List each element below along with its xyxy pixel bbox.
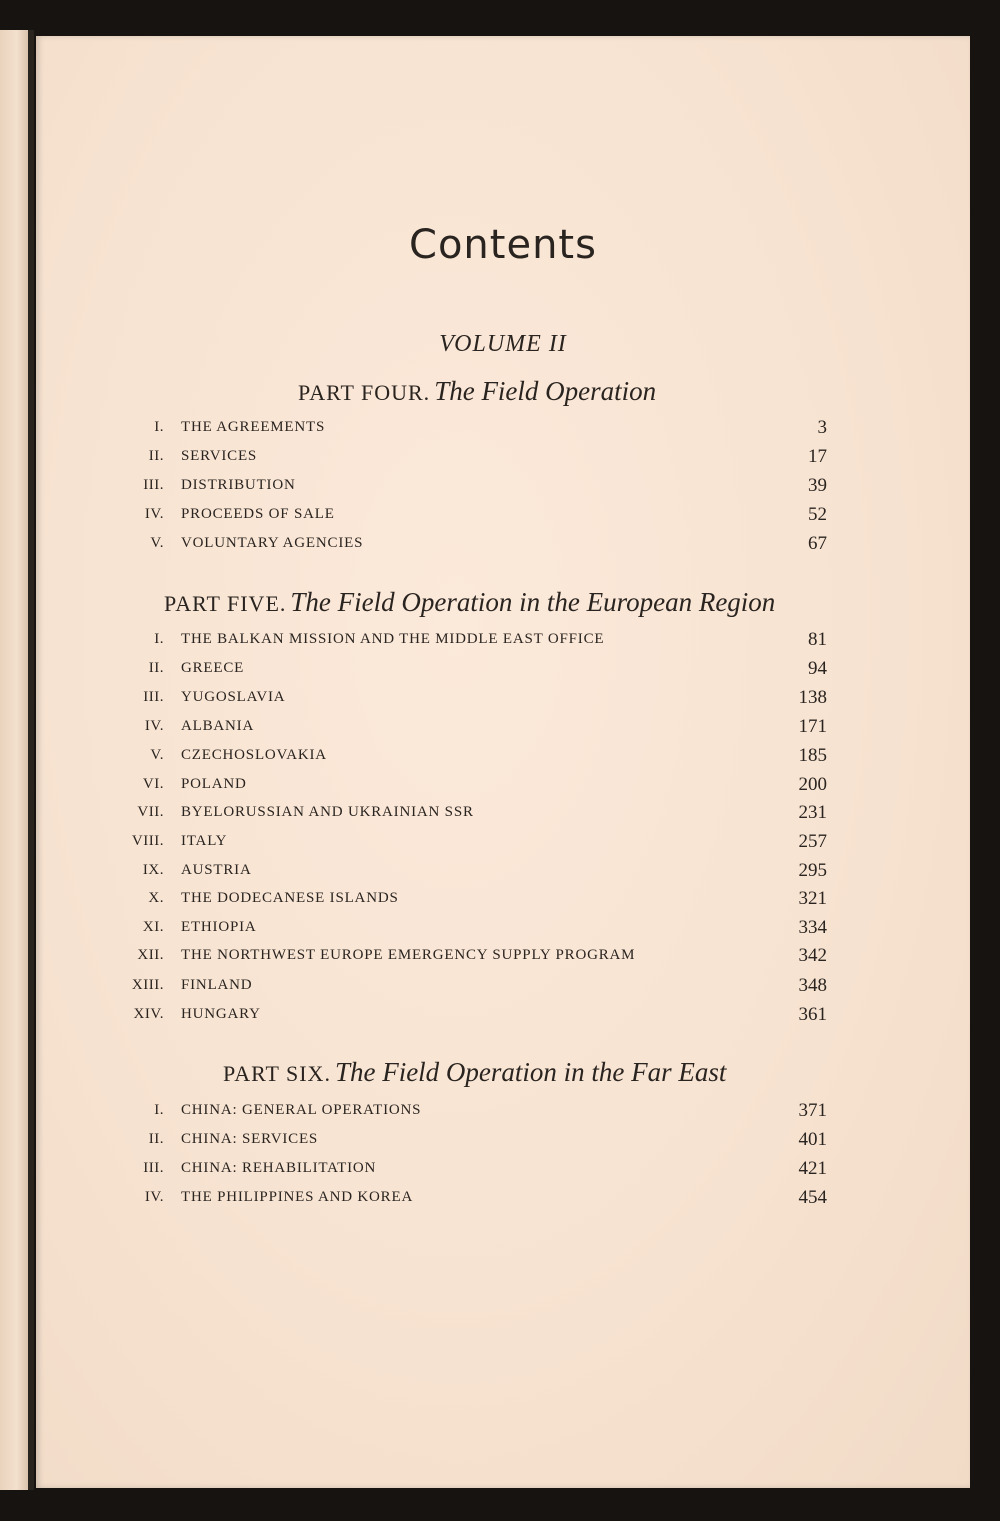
page-number: 138 [798, 687, 827, 708]
chapter-title: PROCEEDS OF SALE [181, 506, 335, 522]
chapter-number: III. [143, 1160, 164, 1176]
part-label: PART FOUR. [298, 380, 431, 405]
toc-entry[interactable] [36, 1006, 970, 1032]
page-number: 321 [798, 888, 827, 909]
toc-entry[interactable] [36, 718, 970, 744]
chapter-title: YUGOSLAVIA [181, 689, 286, 705]
chapter-number: III. [143, 477, 164, 493]
chapter-number: I. [154, 1102, 164, 1118]
chapter-title: CHINA: GENERAL OPERATIONS [181, 1102, 422, 1118]
part-four-heading [298, 376, 656, 407]
part-five-heading [164, 587, 775, 618]
contents-page [36, 36, 970, 1488]
toc-entry[interactable] [36, 947, 970, 973]
chapter-number: VII. [137, 804, 164, 820]
chapter-number: V. [150, 747, 164, 763]
chapter-title: THE BALKAN MISSION AND THE MIDDLE EAST OFFICE [181, 631, 605, 647]
part-six-heading [223, 1057, 726, 1088]
toc-entry[interactable] [36, 776, 970, 802]
chapter-number: IX. [142, 862, 164, 878]
chapter-title: ETHIOPIA [181, 919, 257, 935]
toc-entry[interactable] [36, 506, 970, 532]
page-number: 171 [798, 716, 827, 737]
chapter-number: X. [148, 890, 164, 906]
page-number: 67 [808, 533, 827, 554]
toc-entry[interactable] [36, 890, 970, 916]
page-number: 17 [808, 446, 827, 467]
chapter-number: XII. [137, 947, 164, 963]
page-number: 348 [798, 975, 827, 996]
chapter-title: CHINA: SERVICES [181, 1131, 319, 1147]
chapter-title: GREECE [181, 660, 245, 676]
chapter-number: VIII. [131, 833, 164, 849]
page-number: 81 [808, 629, 827, 650]
page-number: 94 [808, 658, 827, 679]
chapter-number: I. [154, 631, 164, 647]
toc-entry[interactable] [36, 833, 970, 859]
chapter-title: VOLUNTARY AGENCIES [181, 535, 364, 551]
page-number: 52 [808, 504, 827, 525]
toc-entry[interactable] [36, 631, 970, 657]
page-number: 361 [798, 1004, 827, 1025]
chapter-title: ITALY [181, 833, 228, 849]
page-number: 334 [798, 917, 827, 938]
toc-entry[interactable] [36, 689, 970, 715]
toc-entry[interactable] [36, 919, 970, 945]
toc-entry[interactable] [36, 535, 970, 561]
volume-heading: VOLUME II [439, 331, 567, 357]
toc-entry[interactable] [36, 1189, 970, 1215]
chapter-number: IV. [144, 1189, 164, 1205]
chapter-title: THE NORTHWEST EUROPE EMERGENCY SUPPLY PROGRAM [181, 947, 636, 963]
page-number: 257 [798, 831, 827, 852]
chapter-title: THE PHILIPPINES AND KOREA [181, 1189, 414, 1205]
toc-entry[interactable] [36, 977, 970, 1003]
page-number: 371 [798, 1100, 827, 1121]
page-number: 401 [798, 1129, 827, 1150]
page-number: 185 [798, 745, 827, 766]
chapter-number: XIV. [133, 1006, 164, 1022]
toc-entry[interactable] [36, 1160, 970, 1186]
toc-entry[interactable] [36, 660, 970, 686]
chapter-number: IV. [144, 718, 164, 734]
part-title: The Field Operation in the European Region [290, 587, 776, 617]
chapter-title: AUSTRIA [181, 862, 252, 878]
chapter-number: III. [143, 689, 164, 705]
page-number: 454 [798, 1187, 827, 1208]
toc-entry[interactable] [36, 862, 970, 888]
chapter-number: XI. [142, 919, 164, 935]
toc-entry[interactable] [36, 1102, 970, 1128]
chapter-title: BYELORUSSIAN AND UKRAINIAN SSR [181, 804, 474, 820]
chapter-number: II. [148, 1131, 164, 1147]
chapter-title: THE AGREEMENTS [181, 419, 326, 435]
page-title: Contents [409, 222, 597, 268]
chapter-number: II. [148, 660, 164, 676]
chapter-number: I. [154, 419, 164, 435]
toc-entry[interactable] [36, 419, 970, 445]
chapter-title: THE DODECANESE ISLANDS [181, 890, 399, 906]
page-number: 421 [798, 1158, 827, 1179]
chapter-title: SERVICES [181, 448, 258, 464]
page-number: 200 [798, 774, 827, 795]
chapter-title: CZECHOSLOVAKIA [181, 747, 327, 763]
chapter-number: V. [150, 535, 164, 551]
page-number: 39 [808, 475, 827, 496]
toc-entry[interactable] [36, 1131, 970, 1157]
chapter-title: FINLAND [181, 977, 253, 993]
chapter-title: HUNGARY [181, 1006, 261, 1022]
chapter-number: VI. [142, 776, 164, 792]
chapter-title: CHINA: REHABILITATION [181, 1160, 377, 1176]
part-title: The Field Operation [434, 376, 657, 406]
part-title: The Field Operation in the Far East [334, 1057, 727, 1087]
toc-entry[interactable] [36, 747, 970, 773]
chapter-number: II. [148, 448, 164, 464]
page-number: 231 [798, 802, 827, 823]
part-label: PART SIX. [223, 1061, 331, 1086]
toc-entry[interactable] [36, 804, 970, 830]
page-number: 3 [817, 417, 827, 438]
chapter-title: DISTRIBUTION [181, 477, 296, 493]
toc-entry[interactable] [36, 448, 970, 474]
chapter-title: ALBANIA [181, 718, 255, 734]
chapter-title: POLAND [181, 776, 247, 792]
left-page-edge [0, 30, 34, 1490]
page-number: 342 [798, 945, 827, 966]
chapter-number: XIII. [131, 977, 164, 993]
page-number: 295 [798, 860, 827, 881]
toc-entry[interactable] [36, 477, 970, 503]
part-label: PART FIVE. [164, 591, 287, 616]
chapter-number: IV. [144, 506, 164, 522]
